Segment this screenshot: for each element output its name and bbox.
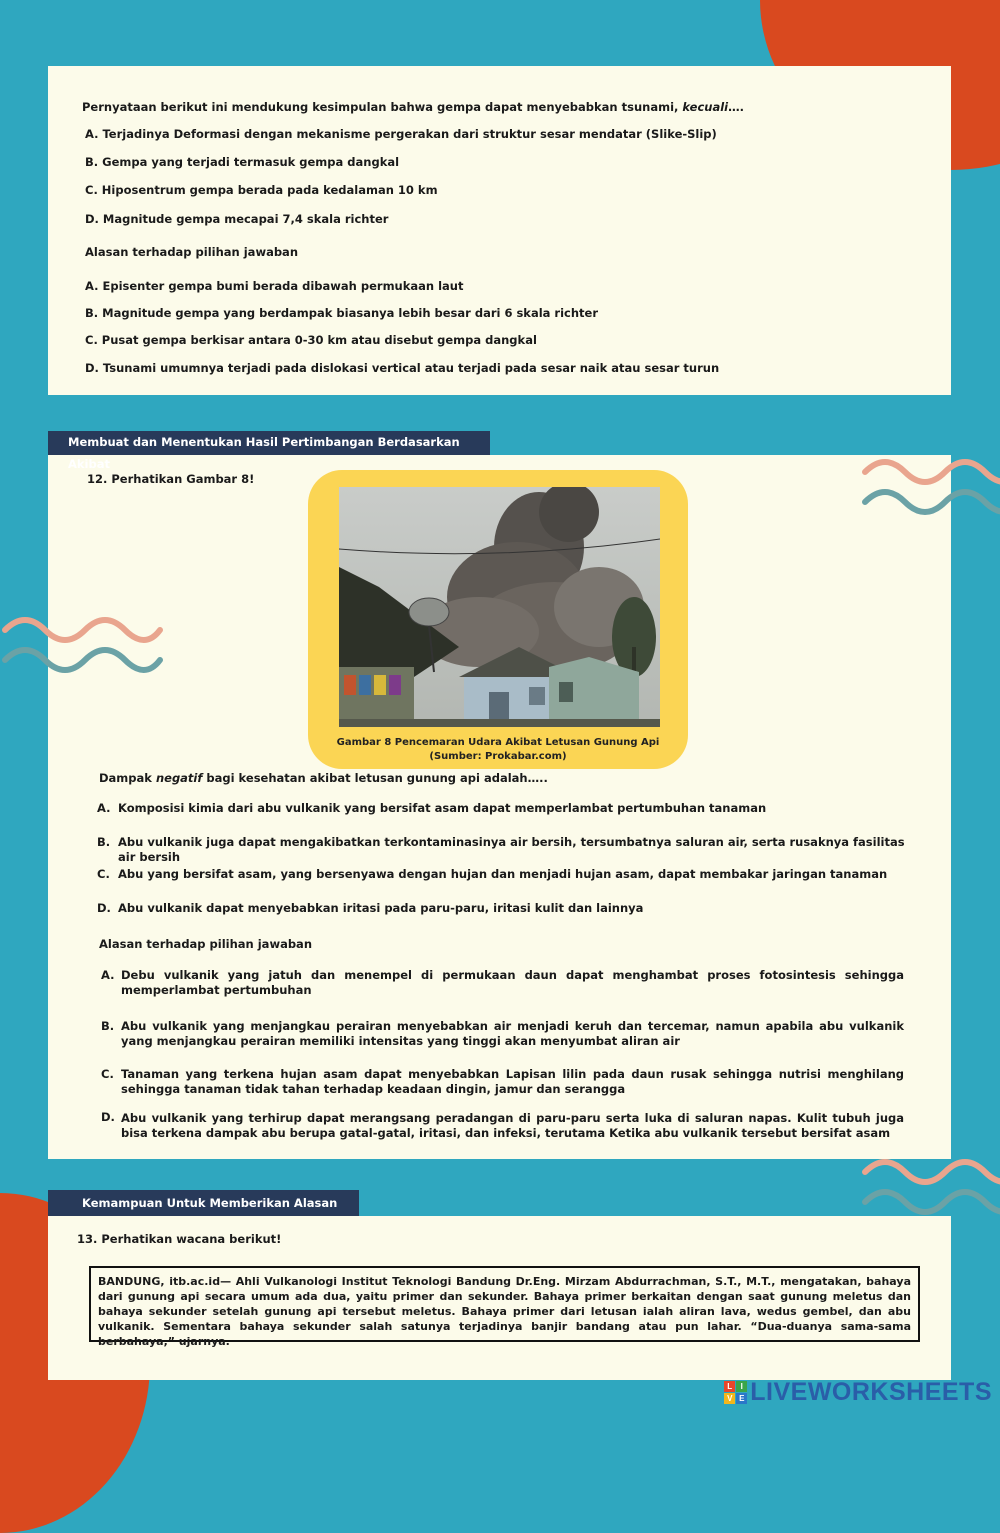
logo-mark-letter: I xyxy=(736,1381,747,1392)
question-12-number: 12. Perhatikan Gambar 8! xyxy=(87,472,255,486)
reason-letter: B. xyxy=(101,1019,115,1033)
question-11-text: Pernyataan berikut ini mendukung kesimpulan bahwa gempa dapat menyebabkan tsunami, kecuali…. xyxy=(82,100,744,114)
liveworksheets-logo-icon xyxy=(724,1381,747,1404)
logo-mark-letter: E xyxy=(736,1393,747,1404)
question-12-text: Dampak negatif bagi kesehatan akibat letusan gunung api adalah….. xyxy=(99,771,548,785)
reason-b[interactable]: Abu vulkanik yang menjangkau perairan menyebabkan air menjadi keruh dan tercemar, namun apabila abu vulkanik yang menjangkau perairan memiliki intensitas yang tinggi akan menyumbat aliran air xyxy=(121,1019,904,1048)
reason-c[interactable]: C. Pusat gempa berkisar antara 0-30 km atau disebut gempa dangkal xyxy=(85,333,537,347)
reason-heading: Alasan terhadap pilihan jawaban xyxy=(85,245,299,259)
option-letter: B. xyxy=(97,835,111,849)
option-b[interactable]: Abu vulkanik juga dapat mengakibatkan terkontaminasinya air bersih, tersumbatnya saluran air, serta rusaknya fasilitas air bersih xyxy=(118,835,905,864)
option-c[interactable]: Abu yang bersifat asam, yang bersenyawa dengan hujan dan menjadi hujan asam, dapat membakar jaringan tanaman xyxy=(118,867,888,881)
reason-letter: A. xyxy=(101,968,115,982)
option-c[interactable]: C. Hiposentrum gempa berada pada kedalaman 10 km xyxy=(85,183,438,197)
reading-passage xyxy=(89,1266,920,1348)
figure-caption-title: Gambar 8 Pencemaran Udara Akibat Letusan Gunung Api xyxy=(336,737,660,748)
section-banner-akibat: Membuat dan Menentukan Hasil Pertimbangan Berdasarkan Akibat xyxy=(48,431,490,455)
reason-a[interactable]: Debu vulkanik yang jatuh dan menempel di permukaan daun dapat menghambat proses fotosintesis sehingga memperlambat pertumbuhan xyxy=(121,968,904,997)
logo-mark-letter: V xyxy=(724,1393,735,1404)
volcano-eruption-photo xyxy=(339,487,660,727)
reason-b[interactable]: B. Magnitude gempa yang berdampak biasanya lebih besar dari 6 skala richter xyxy=(85,306,598,320)
option-letter: A. xyxy=(97,801,111,815)
reason-d[interactable]: D. Tsunami umumnya terjadi pada dislokasi vertical atau terjadi pada sesar naik atau sesar turun xyxy=(85,361,720,375)
option-d[interactable]: Abu vulkanik dapat menyebabkan iritasi pada paru-paru, iritasi kulit dan lainnya xyxy=(118,901,644,915)
figure-caption-source: (Sumber: Prokabar.com) xyxy=(429,751,567,762)
reason-a[interactable]: A. Episenter gempa bumi berada dibawah permukaan laut xyxy=(85,279,464,293)
option-a[interactable]: Komposisi kimia dari abu vulkanik yang bersifat asam dapat memperlambat pertumbuhan tanaman xyxy=(118,801,767,815)
liveworksheets-logo[interactable] xyxy=(724,1378,992,1407)
option-d[interactable]: D. Magnitude gempa mecapai 7,4 skala richter xyxy=(85,212,389,226)
reason-c[interactable]: Tanaman yang terkena hujan asam dapat menyebabkan Lapisan lilin pada daun rusak sehingga nutrisi menghilang sehingga tanaman tidak tahan terhadap keadaan dingin, jamur dan serangga xyxy=(121,1067,904,1096)
passage-text: BANDUNG, itb.ac.id— Ahli Vulkanologi Institut Teknologi Bandung Dr.Eng. Mirzam Abdurrachman, S.T., M.T., mengatakan, bahaya dari gunung api secara umum ada dua, yaitu primer dan sekunder. Bahaya primer berkaitan dengan saat gunung meletus dan bahaya sekunder setelah gunung api tersebut meletus. Bahaya primer dari letusan ialah aliran lava, wedus gembel, dan abu vulkanik. Sementara bahaya sekunder salah satunya terjadinya banjir bandang atau pun lahar. “Dua-duanya sama-sama berbahaya,” ujarnya. xyxy=(98,1275,911,1348)
section-banner-alasan: Kemampuan Untuk Memberikan Alasan xyxy=(48,1190,359,1216)
reason-d[interactable]: Abu vulkanik yang terhirup dapat merangsang peradangan di paru-paru serta luka di saluran napas. Kulit tubuh juga bisa terkena dampak abu berupa gatal-gatal, iritasi, dan infeksi, terutama Ketika abu vulkanik tersebut bersifat asam xyxy=(121,1111,904,1140)
wave-decoration-left-middle xyxy=(0,605,165,675)
reason-heading: Alasan terhadap pilihan jawaban xyxy=(99,937,313,951)
wave-decoration-right-top xyxy=(860,450,1000,520)
option-letter: C. xyxy=(97,867,110,881)
reason-letter: C. xyxy=(101,1067,114,1081)
figure-caption xyxy=(320,736,676,764)
option-b[interactable]: B. Gempa yang terjadi termasuk gempa dangkal xyxy=(85,155,400,169)
volcano-eruption-illustration xyxy=(339,487,660,727)
liveworksheets-logo-text: LIVEWORKSHEETS xyxy=(750,1378,992,1406)
question-13-number: 13. Perhatikan wacana berikut! xyxy=(77,1232,282,1246)
option-letter: D. xyxy=(97,901,111,915)
logo-mark-letter: L xyxy=(724,1381,735,1392)
reason-letter: D. xyxy=(101,1110,115,1124)
question-11-panel xyxy=(48,66,951,395)
wave-decoration-right-bottom xyxy=(860,1150,1000,1220)
option-a[interactable]: A. Terjadinya Deformasi dengan mekanisme pergerakan dari struktur sesar mendatar (Slike-Slip) xyxy=(85,127,717,141)
